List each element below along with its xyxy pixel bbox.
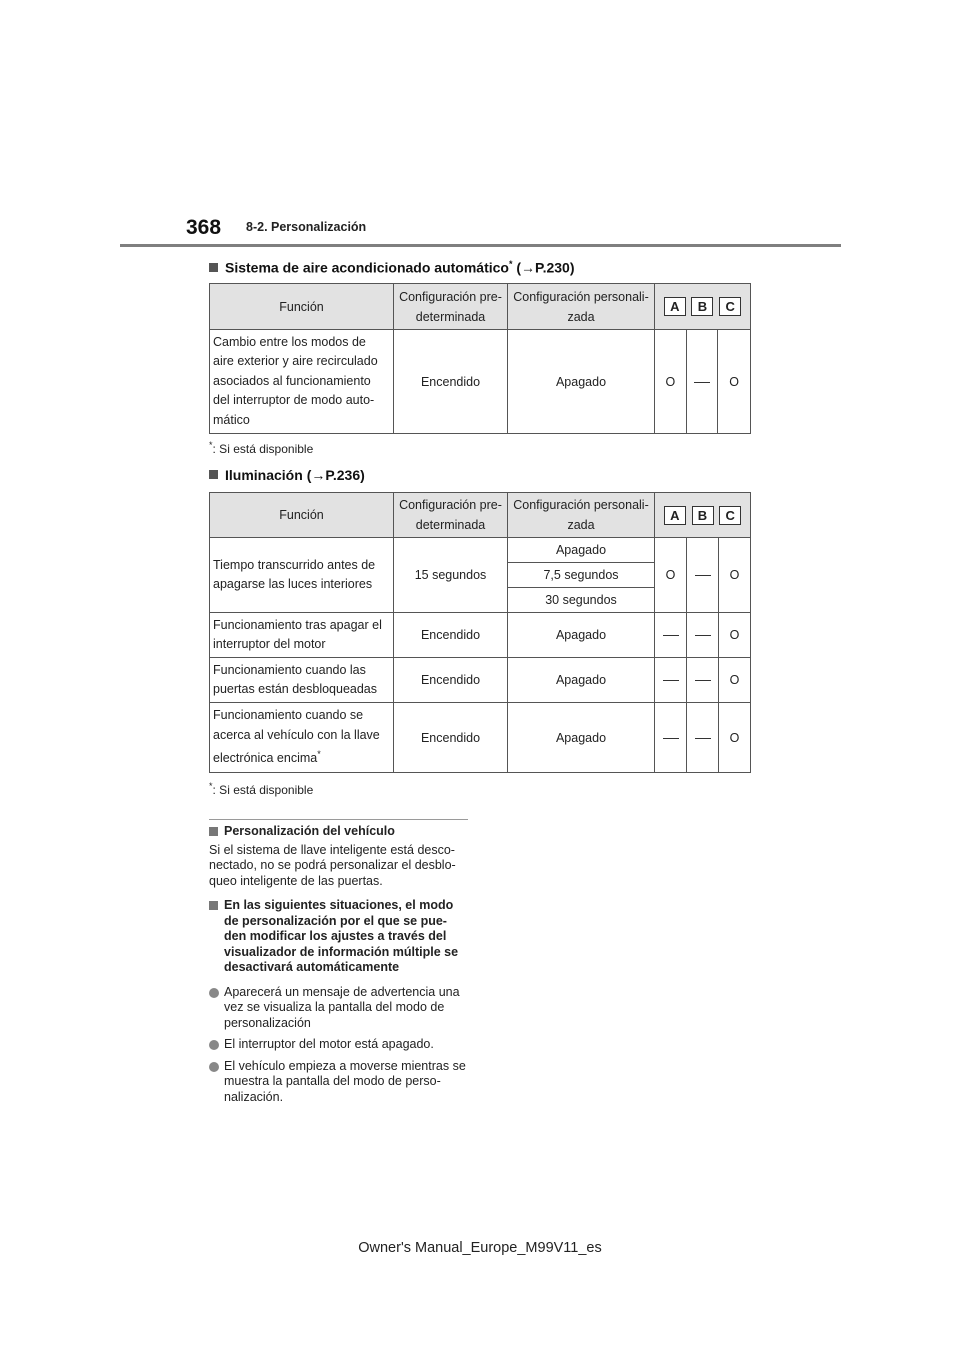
footnote-text: : Si está disponible (212, 442, 314, 456)
cell-a (655, 703, 687, 773)
row-function: Funcionamiento cuando las puertas están desbloqueadas (210, 658, 394, 703)
row-abc (655, 330, 751, 434)
square-bullet-icon (209, 901, 218, 910)
row-function-text: Funcionamiento cuando se acerca al vehículo con la llave electrónica encima (213, 708, 380, 766)
note-heading (209, 824, 469, 840)
cell-b (687, 538, 719, 613)
note-body: Si el sistema de llave inteligente está desco-nectado, no se podrá personalizar el desblo-queo inteligente de las puertas. (209, 842, 456, 888)
footnote-text: : Si está disponible (212, 783, 314, 797)
row-function (210, 703, 394, 773)
note-heading (209, 898, 469, 976)
page-reference: (→P.236) (306, 467, 365, 483)
table-row (210, 658, 751, 703)
row-default: Encendido (394, 658, 508, 703)
table-row (210, 703, 751, 773)
row-default: Encendido (394, 613, 508, 658)
row-function: Funcionamiento tras apagar el interruptor del motor (210, 613, 394, 658)
section-title: Sistema de aire acondicionado automático (225, 259, 509, 276)
header-default: Configuración pre-determinada (394, 493, 508, 538)
list-item (209, 1037, 469, 1053)
section-heading-lighting (209, 467, 365, 483)
notes-divider (209, 819, 468, 820)
cell-a (655, 613, 687, 658)
list-item (209, 985, 469, 1032)
section-title: Iluminación (225, 467, 303, 483)
cell-b (686, 330, 717, 433)
footnote-marker: * (209, 440, 213, 450)
note-heading-text: Personalización del vehículo (224, 824, 395, 838)
column-a-box: A (664, 506, 686, 525)
section-heading-air-conditioning (209, 259, 574, 276)
cell-a: O (655, 538, 687, 613)
circle-bullet-icon (209, 1062, 219, 1072)
table-row (210, 538, 751, 563)
header-custom: Configuración personali-zada (508, 284, 655, 330)
header-function: Función (210, 284, 394, 330)
footer-manual-id: Owner's Manual_Europe_M99V11_es (358, 1240, 602, 1256)
row-default: Encendido (394, 330, 508, 434)
cell-b (687, 703, 719, 773)
row-default: 15 segundos (394, 538, 508, 613)
header-rule (120, 244, 841, 247)
row-custom: Apagado (508, 658, 655, 703)
note-heading-text: En las siguientes situaciones, el modo de personalización por el que se pue-den modificar los ajustes a través del visualizador de información múltiple se desactivará automáticamente (224, 898, 459, 974)
table-row (210, 613, 751, 658)
dash-icon (695, 680, 711, 681)
footnote-marker: * (317, 749, 321, 760)
row-function: Cambio entre los modos de aire exterior y aire recirculado asociados al funcionamiento del interruptor de modo auto-mático (210, 330, 394, 434)
footnote (209, 440, 313, 456)
table-header-row (210, 493, 751, 538)
header-abc (655, 493, 751, 538)
row-custom-option: Apagado (508, 538, 655, 563)
header-default: Configuración pre-determinada (394, 284, 508, 330)
cell-b (687, 613, 719, 658)
cell-a (655, 658, 687, 703)
table-row (210, 330, 751, 434)
header-custom: Configuración personali-zada (508, 493, 655, 538)
header-function: Función (210, 493, 394, 538)
header-abc (655, 284, 751, 330)
column-a-box: A (664, 297, 686, 316)
row-custom: Apagado (508, 330, 655, 434)
footnote (209, 781, 313, 797)
dash-icon (663, 738, 679, 739)
page-number: 368 (186, 216, 222, 239)
column-c-box: C (719, 506, 741, 525)
row-function: Tiempo transcurrido antes de apagarse las luces interiores (210, 538, 394, 613)
notes-block (209, 824, 469, 1105)
list-item (209, 1059, 469, 1106)
list-item-text: Aparecerá un mensaje de advertencia una vez se visualiza la pantalla del modo de personalización (224, 984, 460, 1030)
dash-icon (663, 680, 679, 681)
cell-c: O (719, 538, 751, 613)
list-item-text: El vehículo empieza a moverse mientras se muestra la pantalla del modo de perso-nalización. (224, 1058, 466, 1104)
circle-bullet-icon (209, 1040, 219, 1050)
row-default: Encendido (394, 703, 508, 773)
footnote-marker: * (508, 259, 513, 269)
footnote-marker: * (209, 781, 213, 791)
list-item-text: El interruptor del motor está apagado. (224, 1037, 434, 1051)
dash-icon (694, 382, 710, 383)
square-bullet-icon (209, 263, 218, 272)
cell-b (687, 658, 719, 703)
cell-c: O (719, 658, 751, 703)
square-bullet-icon (209, 827, 218, 836)
page-reference: (→P.230) (516, 259, 575, 276)
row-custom-option: 7,5 segundos (508, 563, 655, 588)
cell-c: O (729, 374, 739, 389)
dash-icon (695, 635, 711, 636)
section-header: 8-2. Personalización (246, 220, 367, 234)
cell-c: O (719, 703, 751, 773)
table-header-row (210, 284, 751, 330)
circle-bullet-icon (209, 988, 219, 998)
column-b-box: B (691, 297, 713, 316)
air-conditioning-table (209, 283, 751, 434)
cell-c: O (719, 613, 751, 658)
row-custom-option: 30 segundos (508, 588, 655, 613)
dash-icon (695, 575, 711, 576)
cell-a: O (655, 330, 686, 433)
row-custom: Apagado (508, 613, 655, 658)
column-b-box: B (692, 506, 714, 525)
row-custom: Apagado (508, 703, 655, 773)
lighting-table (209, 492, 751, 773)
dash-icon (663, 635, 679, 636)
dash-icon (695, 738, 711, 739)
column-c-box: C (719, 297, 741, 316)
square-bullet-icon (209, 470, 218, 479)
